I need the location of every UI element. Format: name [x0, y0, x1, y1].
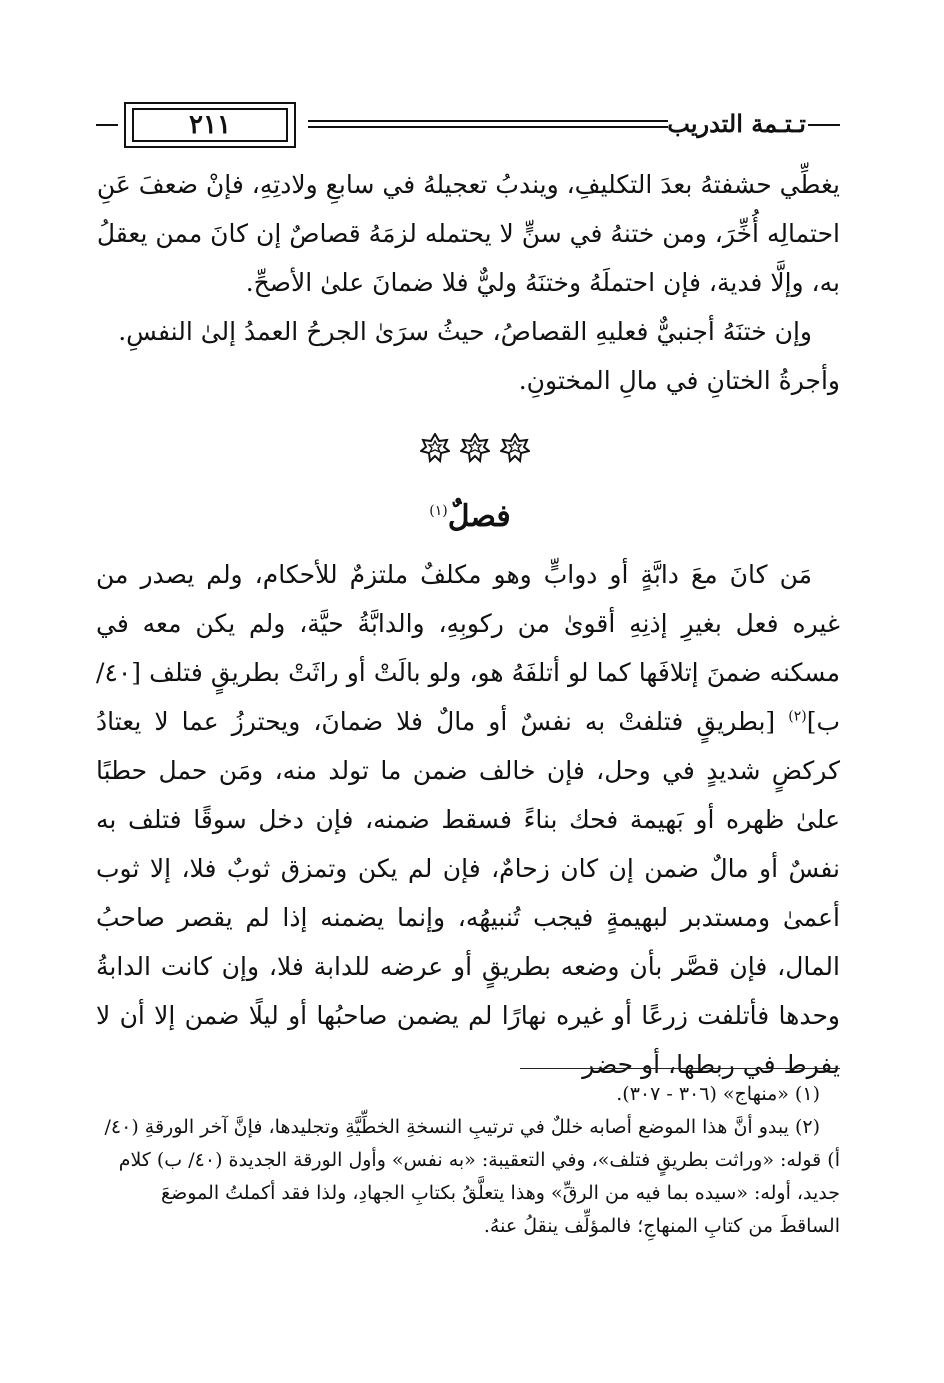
star-ornament-icon: [460, 433, 490, 463]
section-heading-text: فصلٌ: [447, 499, 511, 534]
section-heading: [370, 486, 570, 536]
footnote-2: (٢) يبدو أنَّ هذا الموضع أصابه خللٌ في ترتيبِ النسخةِ الخطِّيَّةِ وتجليدها، فإنَّ آخر الورقةِ (٤٠/أ) قوله: «وراثت بطريقٍ فتلف»، وفي التعقيبة: «به نفس» وأول الورقة الجديدة (٤٠/ ب) كلام جديد، أوله: «سيده بما فيه من الرقِّ» وهذا يتعلَّقُ بكتابِ الجهادِ، ولذا فقد أكملتُ الموضعَ الساقطَ من كتابِ المنهاجِ؛ فالمؤلِّف ينقلُ عنهُ.: [104, 1116, 840, 1237]
section-heading-footnote-ref: (١): [429, 503, 448, 519]
section-divider-ornament: [420, 428, 530, 468]
paragraph-animals-part-1: مَن كانَ معَ دابَّةٍ أو دوابٍّ وهو مكلفٌ ملتزمٌ للأحكام، ولم يصدر من غيره فعل بغيرِ إذنِهِ أقوىٰ من ركوبِهِ، والدابَّةُ حيَّة، ولم يكن معه في مسكنه ضمنَ إتلافَها كما لو أتلفَهُ هو، ولو بالَتْ أو راثَتْ بطريقٍ فتلف [٤٠/ب]: [96, 560, 840, 736]
paragraph-circumcision-2: وإن ختنَهُ أجنبيٌّ فعليهِ القصاصُ، حيثُ سرَىٰ الجرحُ العمدُ إلىٰ النفسِ. وأجرةُ الختانِ في مالِ المختونِ.: [118, 317, 840, 395]
header-rule-middle-top: [308, 120, 668, 122]
page-number: ٢١١: [132, 108, 288, 142]
footnote-ref-2: (٢): [788, 708, 807, 725]
footnotes: [96, 1078, 840, 1243]
running-title: تـتـمة التدريب: [667, 109, 806, 138]
paragraph-animals-part-2: [بطريقٍ فتلفتْ به نفسٌ أو مالٌ فلا ضمانَ، ويحترزُ عما لا يعتادُ كركضٍ شديدٍ في وحل، فإن خالف ضمن ما تولد منه، ومَن حمل حطبًا علىٰ ظهره أو بَهيمة فحك بناءً فسقط ضمنه، فإن دخل سوقًا فتلف به نفسٌ أو مالٌ ضمن إن كان زحامٌ، فإن لم يكن وتمزق ثوبٌ فلا، إلا ثوب أعمىٰ ومستدبر لبهيمةٍ فيجب تُنبيهُه، وإنما يضمنه إذا لم يقصر صاحبُ المال، فإن قصَّر بأن وضعه بطريقٍ أو عرضه للدابة فلا، وإن كانت الدابةُ وحدها فأتلفت زرعًا أو غيره نهارًا لم يضمن صاحبُها أو ليلًا ضمن إلا أن لا يفرط في ربطها، أو حضر: [96, 707, 840, 1079]
main-text-block: [96, 550, 840, 1089]
star-ornament-icon: [420, 433, 450, 463]
header-rule-right: [808, 124, 840, 126]
footnote-separator: [520, 1068, 840, 1069]
page-number-frame: [124, 102, 296, 148]
paragraph-circumcision-1: يغطِّي حشفتهُ بعدَ التكليفِ، ويندبُ تعجيلهُ في سابعِ ولادتِهِ، فإنْ ضعفَ عَنِ احتمالِه أُخِّرَ، ومن ختنهُ في سنٍّ لا يحتمله لزمَهُ قصاصٌ إن كانَ ممن يعقلُ به، وإلَّا فدية، فإن احتملَهُ وختنَهُ وليٌّ فلا ضمانَ علىٰ الأصحِّ.: [96, 170, 840, 297]
footnote-1: (١) «منهاج» (٣٠٦ - ٣٠٧).: [616, 1083, 820, 1105]
header-rule-left: [96, 124, 118, 126]
star-ornament-icon: [500, 433, 530, 463]
page-header: [96, 96, 840, 156]
header-rule-middle-bottom: [308, 126, 668, 128]
top-text-block: [96, 160, 840, 405]
paragraph-animals-liability: [96, 550, 840, 1089]
